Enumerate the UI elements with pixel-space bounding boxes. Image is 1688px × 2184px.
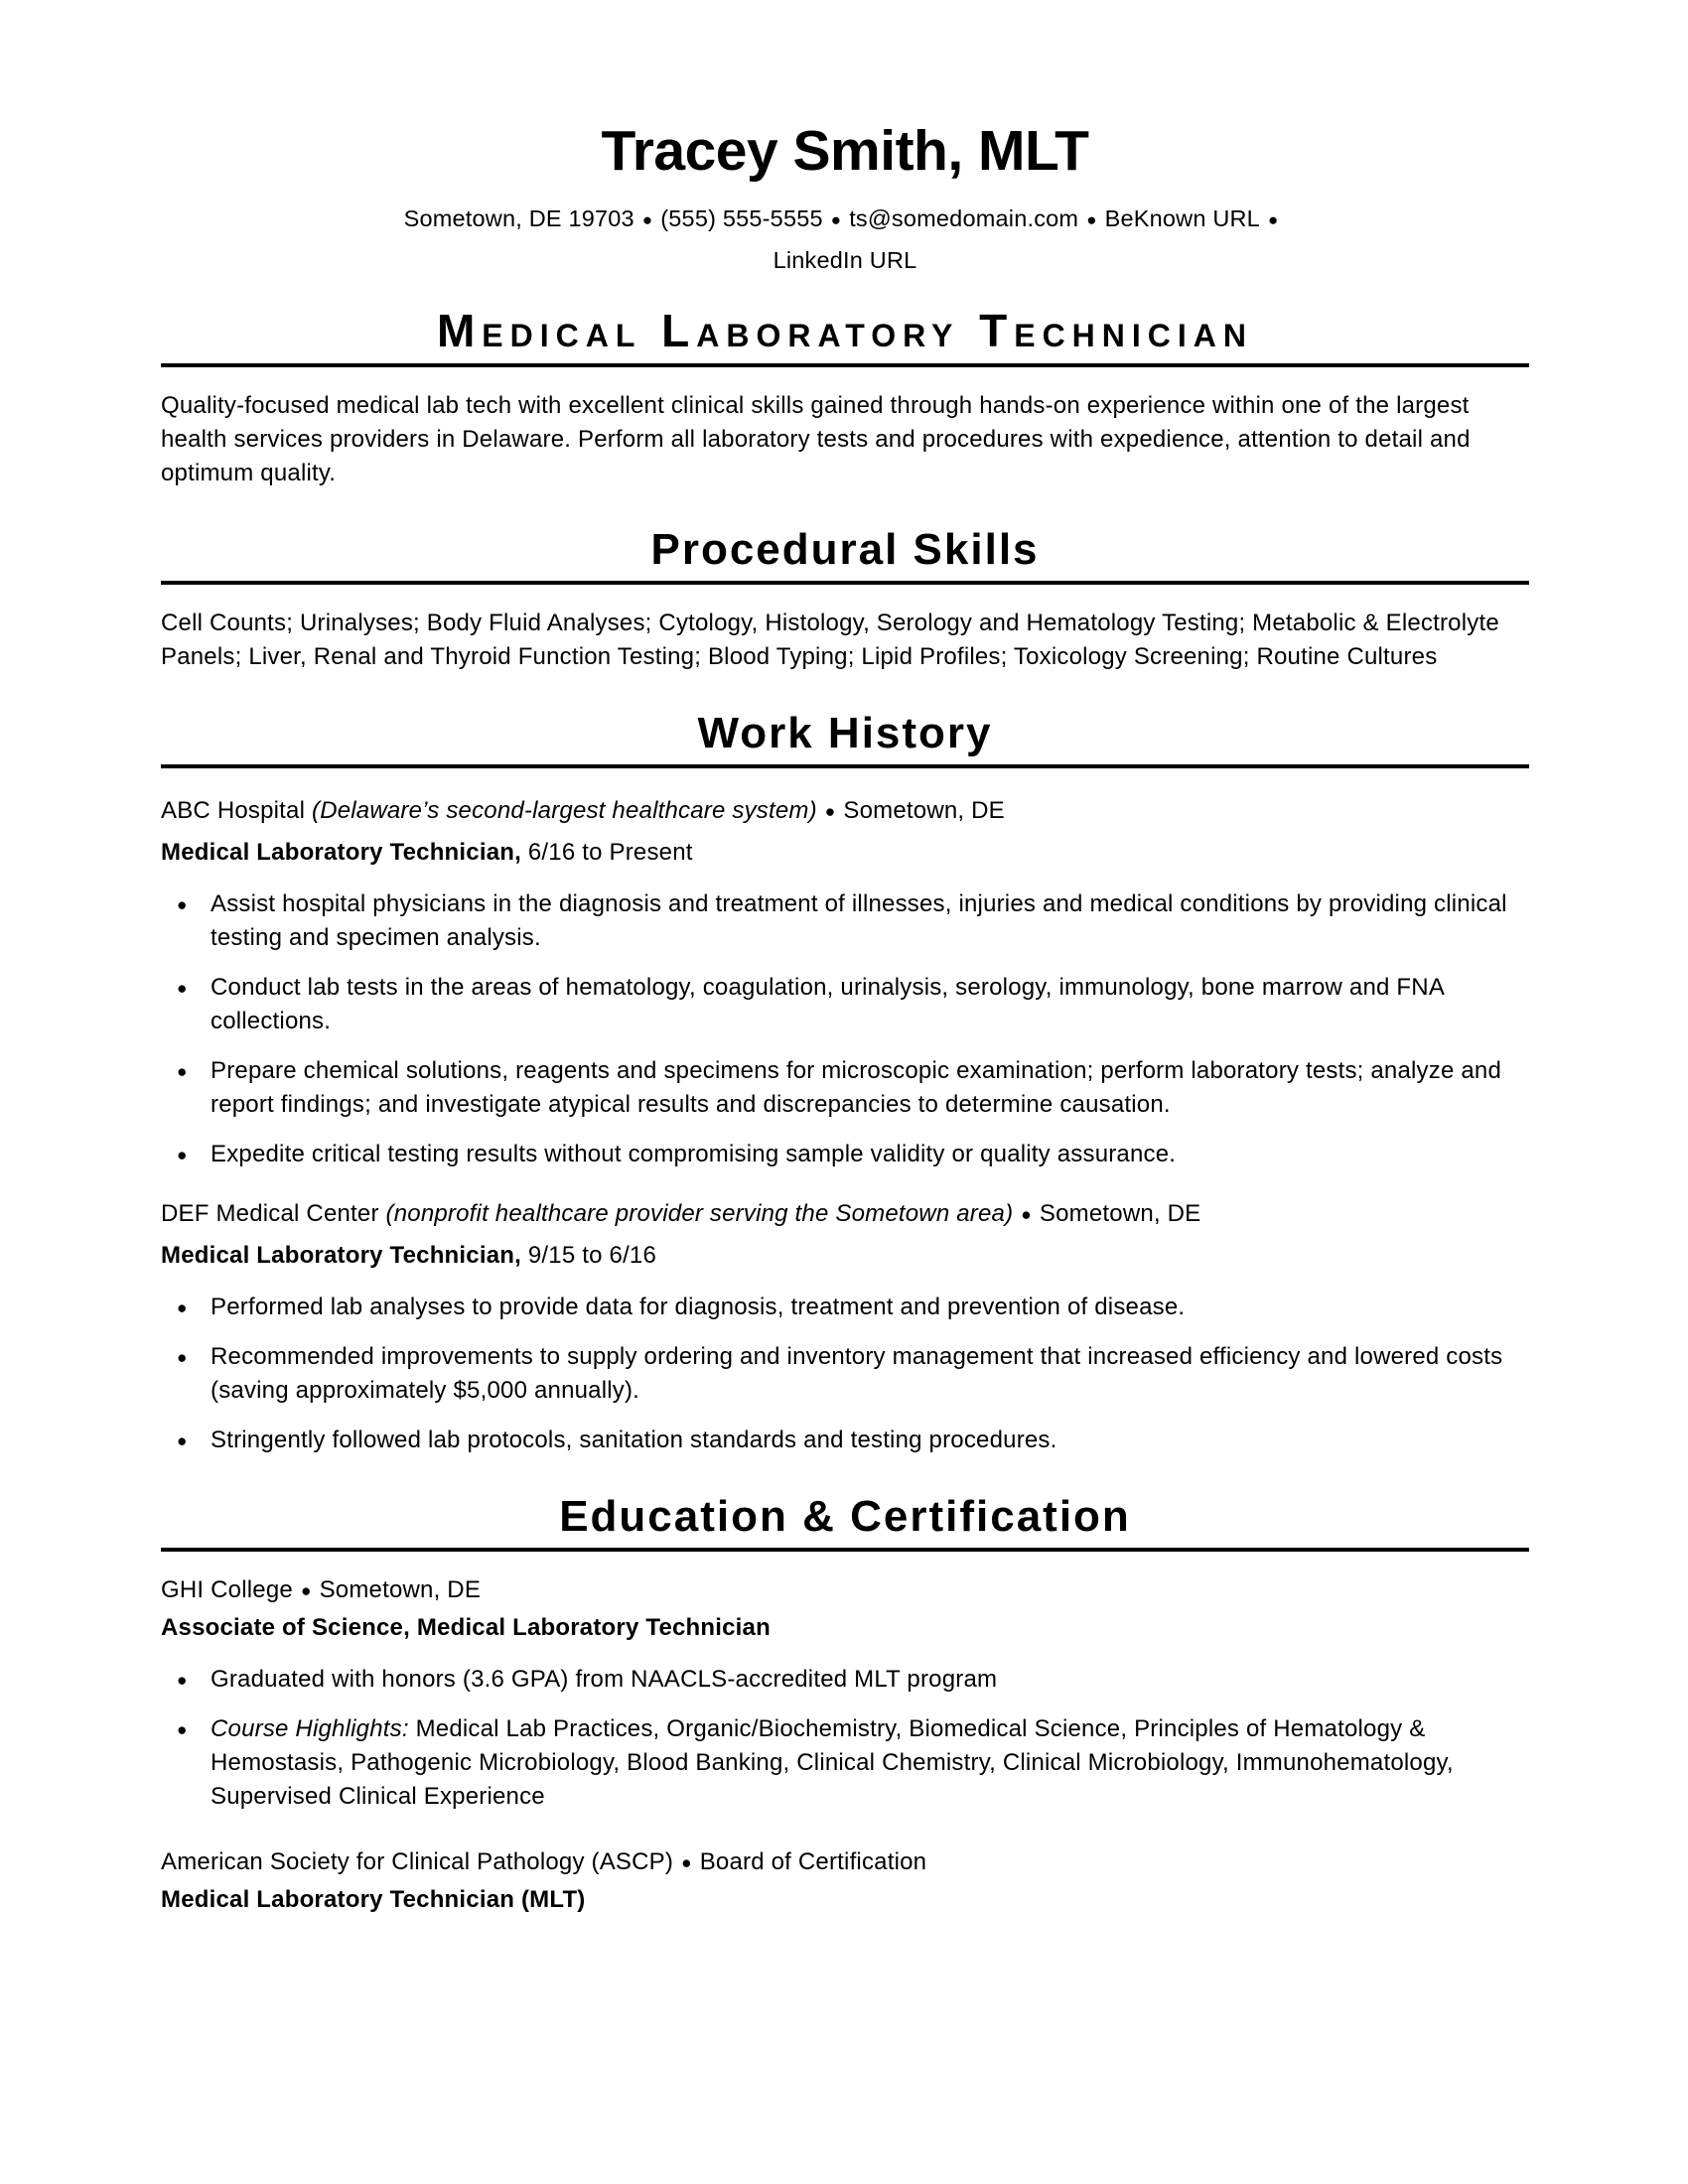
job-entry — [161, 794, 1529, 1171]
job-dates: 6/16 to Present — [527, 839, 693, 866]
role-line — [161, 836, 1529, 870]
skills-heading-section — [161, 526, 1529, 585]
bullet-separator-icon: ● — [681, 1852, 692, 1872]
bullet-icon: ● — [177, 894, 188, 914]
contact-linkedin-url: LinkedIn URL — [773, 247, 917, 273]
bullet-icon: ● — [177, 1719, 188, 1739]
bullet-icon: ● — [177, 978, 188, 998]
bullet-icon: ● — [177, 1145, 188, 1164]
list-item — [161, 1054, 1529, 1122]
list-item — [161, 1712, 1529, 1814]
contact-line — [378, 199, 1312, 280]
company-descriptor: (nonprofit healthcare provider serving the Sometown area) — [385, 1200, 1014, 1227]
bullet-separator-icon: ● — [1086, 210, 1097, 229]
role-line — [161, 1239, 1529, 1273]
school-location: Sometown, DE — [319, 1576, 482, 1603]
contact-beknown-url: BeKnown URL — [1104, 205, 1260, 231]
school-line — [161, 1573, 1529, 1607]
company-line — [161, 794, 1529, 828]
person-name: Tracey Smith, MLT — [601, 119, 1089, 183]
company-name: ABC Hospital — [161, 797, 306, 824]
skills-heading: Procedural Skills — [650, 525, 1040, 574]
bullet-text: Prepare chemical solutions, reagents and specimens for microscopic examination; perform laboratory tests; analyze and report findings; and investigate atypical results and discrepancies to determine causation. — [211, 1057, 1502, 1118]
bullet-icon: ● — [177, 1061, 188, 1081]
contact-location: Sometown, DE 19703 — [403, 205, 634, 231]
bullet-separator-icon: ● — [300, 1580, 312, 1600]
certification-board: Board of Certification — [699, 1848, 927, 1875]
list-item — [161, 1663, 1529, 1697]
bullet-text: Conduct lab tests in the areas of hematology, coagulation, urinalysis, serology, immunology, bone marrow and FNA collections. — [211, 974, 1444, 1034]
certification-org: American Society for Clinical Pathology (ASCP) — [161, 1848, 674, 1875]
job-location: Sometown, DE — [1039, 1200, 1201, 1227]
education-bullet-list — [161, 1663, 1529, 1814]
bullet-separator-icon: ● — [641, 210, 653, 229]
company-descriptor: (Delaware’s second-largest healthcare system) — [312, 797, 817, 824]
work-history-heading-section — [161, 710, 1529, 768]
course-highlights-text: Medical Lab Practices, Organic/Biochemistry, Biomedical Science, Principles of Hematology & Hemostasis, Pathogenic Microbiology, Blood Banking, Clinical Chemistry, Clinical Microbiology, Immunohematology, Supervised Clinical Experience — [211, 1715, 1454, 1810]
job-entry — [161, 1197, 1529, 1457]
degree-line: Associate of Science, Medical Laboratory Technician — [161, 1614, 771, 1641]
contact-email: ts@somedomain.com — [849, 205, 1079, 231]
company-name: DEF Medical Center — [161, 1200, 379, 1227]
bullet-icon: ● — [177, 1297, 188, 1317]
bullet-text: Performed lab analyses to provide data for diagnosis, treatment and prevention of disease. — [211, 1294, 1186, 1320]
education-heading-section — [161, 1493, 1529, 1552]
list-item — [161, 887, 1529, 955]
job-title: Medical Laboratory Technician, — [161, 839, 521, 866]
bullet-separator-icon: ● — [1267, 210, 1279, 229]
course-highlights-label: Course Highlights: — [211, 1715, 409, 1742]
bullet-text: Assist hospital physicians in the diagnosis and treatment of illnesses, injuries and medical conditions by providing clinical testing and specimen analysis. — [211, 890, 1507, 951]
bullet-text: Stringently followed lab protocols, sanitation standards and testing procedures. — [211, 1427, 1057, 1453]
job-bullet-list — [161, 1291, 1529, 1457]
skills-text: Cell Counts; Urinalyses; Body Fluid Analyses; Cytology, Histology, Serology and Hematology Testing; Metabolic & Electrolyte Panels; Liver, Renal and Thyroid Function Testing; Blood Typing; Lipid Profiles; Toxicology Screening; Routine Cultures — [161, 610, 1499, 670]
list-item — [161, 1291, 1529, 1324]
job-bullet-list — [161, 887, 1529, 1171]
contact-phone: (555) 555-5555 — [660, 205, 823, 231]
bullet-separator-icon: ● — [830, 210, 842, 229]
bullet-text: Graduated with honors (3.6 GPA) from NAACLS-accredited MLT program — [211, 1666, 998, 1693]
bullet-icon: ● — [177, 1670, 188, 1690]
bullet-text — [211, 1712, 1529, 1814]
job-title: Medical Laboratory Technician, — [161, 1242, 521, 1269]
education-heading: Education & Certification — [559, 1492, 1131, 1541]
doc-title-section — [161, 306, 1529, 367]
bullet-text: Expedite critical testing results without compromising sample validity or quality assurance. — [211, 1141, 1177, 1167]
certification-credential: Medical Laboratory Technician (MLT) — [161, 1886, 586, 1913]
doc-title: Medical Laboratory Technician — [436, 305, 1254, 356]
list-item — [161, 1340, 1529, 1408]
certification-line — [161, 1845, 1529, 1879]
company-line — [161, 1197, 1529, 1231]
job-dates: 9/15 to 6/16 — [527, 1242, 657, 1269]
bullet-separator-icon: ● — [1021, 1204, 1032, 1224]
school-name: GHI College — [161, 1576, 293, 1603]
bullet-icon: ● — [177, 1347, 188, 1367]
job-location: Sometown, DE — [843, 797, 1005, 824]
list-item — [161, 971, 1529, 1038]
work-history-heading: Work History — [697, 709, 993, 757]
list-item — [161, 1138, 1529, 1171]
bullet-text: Recommended improvements to supply ordering and inventory management that increased efficiency and lowered costs (saving approximately $5,000 annually). — [211, 1343, 1503, 1404]
summary-text: Quality-focused medical lab tech with excellent clinical skills gained through hands-on experience within one of the largest health services providers in Delaware. Perform all laboratory tests and procedures with expedience, attention to detail and optimum quality. — [161, 392, 1471, 486]
list-item — [161, 1424, 1529, 1457]
bullet-separator-icon: ● — [824, 801, 836, 821]
bullet-icon: ● — [177, 1431, 188, 1450]
